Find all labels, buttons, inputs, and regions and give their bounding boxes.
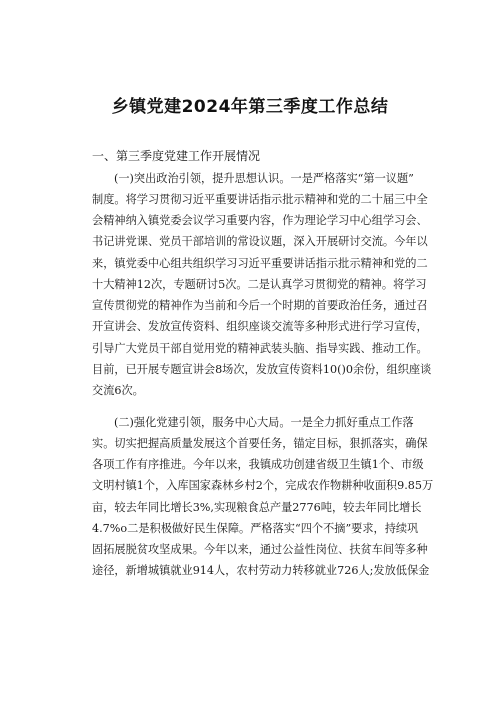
paragraph-line: (一)突出政治引领，提升思想认识。一是严格落实“第一议题” [114, 172, 414, 185]
paragraph-line: 来，镇党委中心组共组织学习习近平重要讲话指示批示精神和党的二 [92, 257, 428, 270]
paragraph-line: 书记讲党课、党员干部培训的常设议题，深入开展研讨交流。今年以 [92, 235, 428, 248]
paragraph-line: 实。切实把握高质量发展这个首要任务，锚定目标，狠抓落实，确保 [92, 437, 428, 450]
paragraph-line: 十大精神12次，专题研讨5次。二是认真学习贯彻党的精神。将学习 [92, 278, 427, 291]
paragraph-line: 目前，已开展专题宣讲会8场次，发放宣传资料10()0余份，组织座谈 [92, 363, 432, 376]
section-heading: 一、第三季度党建工作开展情况 [92, 149, 261, 163]
paragraph-line: 各项工作有序推进。今年以来，我镇成功创建省级卫生镇1个、市级 [92, 458, 424, 471]
paragraph-line: 文明村镇1个，入库国家森林乡村2个，完成农作物耕种收面积9.85万 [92, 479, 434, 492]
paragraph-line: 会精神纳入镇党委会议学习重要内容，作为理论学习中心组学习会、 [92, 214, 428, 227]
paragraph-line: (二)强化党建引领，服务中心大局。一是全力抓好重点工作落 [114, 416, 414, 429]
paragraph-line: 宣传贯彻党的精神作为当前和今后一个时期的首要政治任务，通过召 [92, 299, 428, 312]
paragraph-line: 制度。将学习贯彻习近平重要讲话指示批示精神和党的二十届三中全 [92, 193, 428, 206]
paragraph-line: 亩，较去年同比增长3%,实现粮食总产量2776吨，较去年同比增长 [92, 501, 422, 514]
document-title: 乡镇党建2024年第三季度工作总结 [111, 97, 389, 117]
paragraph-line: 途径，新增城镇就业914人，农村劳动力转移就业726人;发放低保金 [92, 564, 430, 577]
paragraph-line: 交流6次。 [92, 384, 144, 397]
paragraph-line: 开宣讲会、发放宣传资料、组织座谈交流等多种形式进行学习宣传， [92, 320, 428, 333]
paragraph-line: 固拓展脱贫攻坚成果。今年以来，通过公益性岗位、扶贫车间等多种 [92, 543, 428, 556]
paragraph-line: 引导广大党员干部自觉用党的精神武装头脑、指导实践、推动工作。 [92, 342, 428, 355]
paragraph-line: 4.7%o二是积极做好民生保障。严格落实“四个不摘”要求，持续巩 [92, 522, 419, 535]
